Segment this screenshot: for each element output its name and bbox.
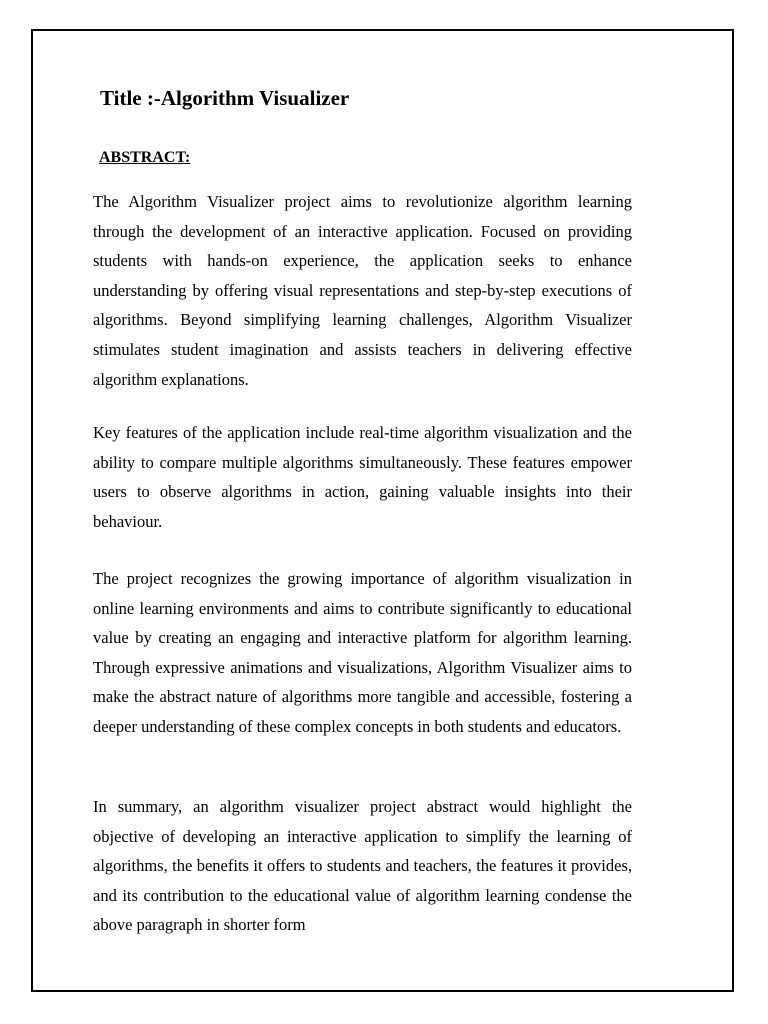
abstract-heading: ABSTRACT: (99, 149, 191, 166)
abstract-paragraph-4: In summary, an algorithm visualizer project abstract would highlight the objective of developing an interactive application to simplify the learning of algorithms, the benefits it offers to students and teachers, the features it provides, and its contribution to the educational value of algorithm learning condense the above paragraph in shorter form (93, 797, 632, 935)
abstract-paragraph-2: Key features of the application include real-time algorithm visualization and the ability to compare multiple algorithms simultaneously. These features empower users to observe algorithms in action, gaining valuable insights into their behaviour. (93, 423, 632, 531)
abstract-paragraph-1: The Algorithm Visualizer project aims to revolutionize algorithm learning through the development of an interactive application. Focused on providing students with hands-on experience, the application seeks to enhance understanding by offering visual representations and step-by-step executions of algorithms. Beyond simplifying learning challenges, Algorithm Visualizer stimulates student imagination and assists teachers in delivering effective algorithm explanations. (93, 192, 632, 389)
document-title: Title :-Algorithm Visualizer (100, 86, 350, 110)
abstract-paragraph-3: The project recognizes the growing importance of algorithm visualization in online learning environments and aims to contribute significantly to educational value by creating an engaging and interactive platform for algorithm learning. Through expressive animations and visualizations, Algorithm Visualizer aims to make the abstract nature of algorithms more tangible and accessible, fostering a deeper understanding of these complex concepts in both students and educators. (93, 569, 632, 736)
